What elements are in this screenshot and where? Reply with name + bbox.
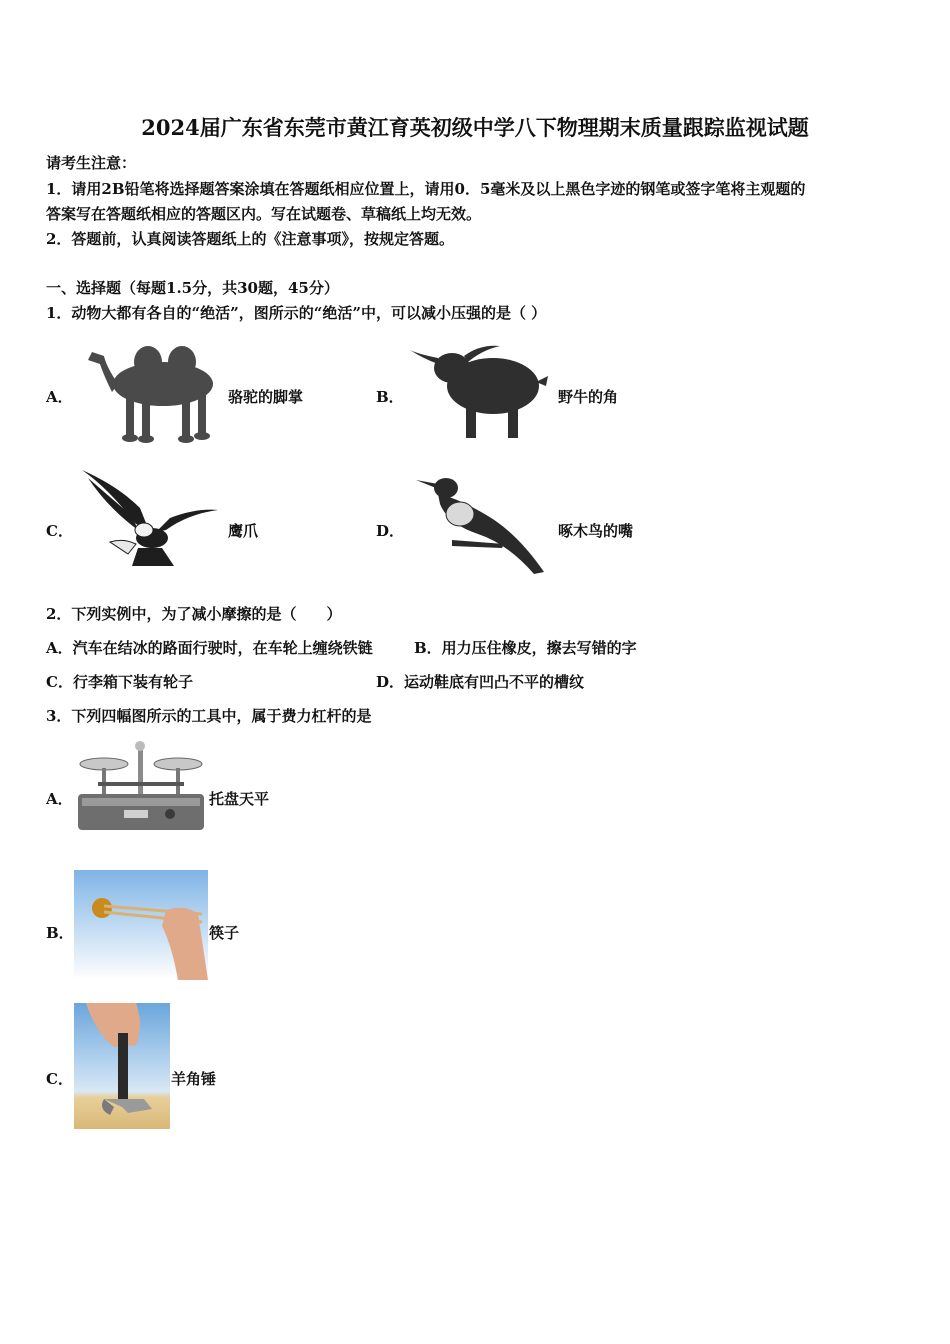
eagle-image [78, 468, 223, 576]
notice-heading: 请考生注意： [46, 154, 137, 172]
page-title: 2024届广东省东莞市黄江育英初级中学八下物理期末质量跟踪监视试题 [141, 115, 809, 140]
q2-option-c: C．行李箱下装有轮子 [46, 673, 193, 691]
q2-option-b: B．用力压住橡皮，擦去写错的字 [414, 639, 637, 657]
notice-line-2: 答案写在答题纸相应的答题区内。写在试题卷、草稿纸上均无效。 [46, 205, 482, 223]
q1-option-d-text: 啄木鸟的嘴 [558, 522, 634, 540]
q2-option-a: A．汽车在结冰的路面行驶时，在车轮上缠绕铁链 [46, 639, 373, 657]
q3-option-c-text: 羊角锤 [171, 1070, 217, 1088]
section-heading: 一、选择题（每题1.5分，共30题，45分） [46, 279, 339, 297]
chopsticks-image [74, 870, 208, 980]
q3-option-b-letter: B． [46, 924, 74, 942]
q3-stem: 3．下列四幅图所示的工具中，属于费力杠杆的是 [46, 707, 372, 725]
woodpecker-image [408, 468, 553, 576]
camel-image [78, 336, 223, 444]
notice-line-3: 2．答题前，认真阅读答题纸上的《注意事项》，按规定答题。 [46, 230, 454, 248]
q2-stem: 2．下列实例中，为了减小摩擦的是（ ） [46, 605, 342, 623]
q3-option-a-text: 托盘天平 [209, 790, 270, 808]
q3-option-a-letter: A． [46, 790, 73, 808]
notice-line-1: 1．请用2B铅笔将选择题答案涂填在答题纸相应位置上，请用0．5毫米及以上黑色字迹的钢笔或签字笔将主观题的 [46, 180, 806, 198]
q1-option-a-letter: A． [46, 388, 73, 406]
q1-option-b-letter: B． [376, 388, 404, 406]
q3-option-c-letter: C． [46, 1070, 73, 1088]
q1-option-a-text: 骆驼的脚掌 [228, 388, 304, 406]
q1-option-c-text: 鹰爪 [228, 522, 259, 540]
q1-option-b-text: 野牛的角 [558, 388, 619, 406]
q1-option-d-letter: D． [376, 522, 405, 540]
q1-option-c-letter: C． [46, 522, 73, 540]
q2-option-d: D．运动鞋底有凹凸不平的槽纹 [376, 673, 585, 691]
bull-image [408, 336, 553, 444]
q1-stem: 1．动物大都有各自的“绝活”，图所示的“绝活”中，可以减小压强的是（ ） [46, 304, 547, 322]
hammer-image [74, 1003, 170, 1129]
balance-image [74, 738, 208, 834]
q3-option-b-text: 筷子 [209, 924, 240, 942]
